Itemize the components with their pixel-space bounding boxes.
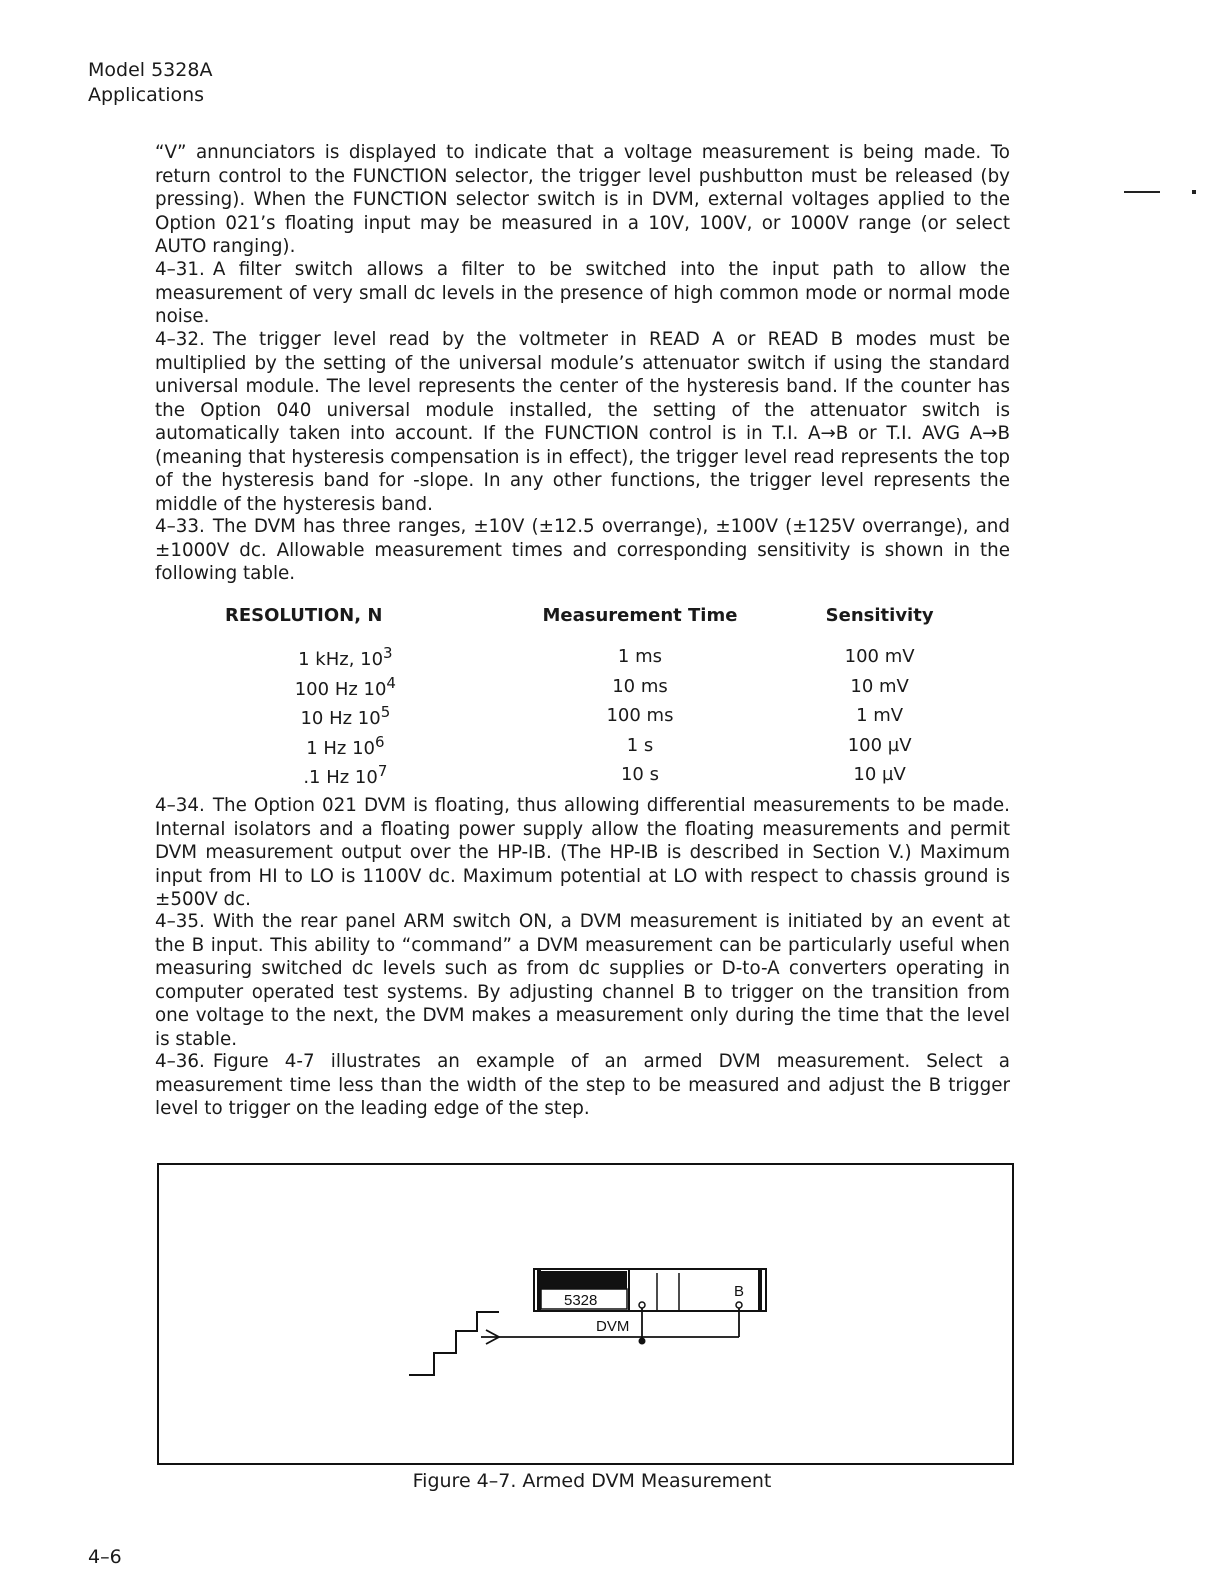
time-cell: 100 ms: [606, 705, 674, 726]
dvm-label: DVM: [596, 1318, 630, 1335]
time-cell: 10 ms: [612, 675, 668, 697]
column-header-time: Measurement Time: [542, 605, 738, 626]
junction-dot: [639, 1338, 646, 1345]
sensitivity-cell: 1 mV: [856, 705, 904, 726]
resolution-cell: .1 Hz $10^7$: [303, 762, 388, 788]
sensitivity-cell: 100 mV: [844, 646, 915, 667]
table-row: [205, 701, 965, 731]
table-row: [205, 760, 965, 790]
section-title: Applications: [88, 84, 205, 106]
table-header-row: [205, 604, 965, 642]
resolution-cell: 10 Hz $10^5$: [300, 703, 391, 729]
table-row: [205, 642, 965, 672]
paragraph-4-36: 4–36. Figure 4-7 illustrates an example of an armed DVM measurement. Select a measurement time less than the width of the step to be measured and adjust the B trigger level to trigger on the leading edge of the step.: [155, 1051, 1010, 1119]
sensitivity-cell: 100 µV: [847, 734, 912, 756]
step-signal: [409, 1312, 499, 1375]
figure-caption: Figure 4–7. Armed DVM Measurement: [412, 1470, 772, 1492]
paragraph-4-32: 4–32. The trigger level read by the voltmeter in READ A or READ B modes must be multiplied by the setting of the universal module’s attenuator switch if using the standard universal module. The level represents the center of the hysteresis band. If the counter has the Option 040 universal module installed, the setting of the attenuator switch is automatically taken into account. If the FUNCTION control is in T.I. A→B or T.I. AVG A→B (meaning that hysteresis compensation is in effect), the trigger level read represents the top of the hysteresis band for -slope. In any other functions, the trigger level represents the middle of the hysteresis band.: [155, 329, 1010, 515]
figure-frame: [157, 1163, 1014, 1465]
paragraph-4-34: 4–34. The Option 021 DVM is floating, thus allowing differential measurements to be made. Internal isolators and a floating power supply allow the floating measurements and permit DVM measurement output over the HP-IB. (The HP-IB is described in Section V.) Maximum input from HI to LO is 1100V dc. Maximum potential at LO with respect to chassis ground is ±500V dc.: [155, 795, 1010, 910]
time-cell: 1 ms: [617, 646, 663, 667]
resolution-cell: 1 Hz $10^6$: [306, 732, 385, 759]
margin-change-bar: [1124, 191, 1160, 193]
paragraph-continued: “V” annunciators is displayed to indicate that a voltage measurement is being made. To return control to the FUNCTION selector, the trigger level pushbutton must be released (by pressing). When the FUNCTION selector switch is in DVM, external voltages applied to the Option 021’s floating input may be measured in a 10V, 100V, or 1000V range (or select AUTO ranging).: [155, 142, 1010, 257]
armed-dvm-diagram: [159, 1165, 1012, 1463]
resolution-table: [205, 604, 965, 790]
sensitivity-cell: 10 mV: [850, 675, 909, 697]
page-header: [88, 58, 212, 108]
column-header-resolution: RESOLUTION, N: [225, 605, 383, 626]
resolution-cell: 1 kHz, $10^3$: [298, 644, 393, 670]
paragraph-4-33: 4–33. The DVM has three ranges, ±10V (±12.5 overrange), ±100V (±125V overrange), and ±1000V dc. Allowable measurement times and corresponding sensitivity is shown in the following table.: [155, 516, 1010, 584]
time-cell: 1 s: [626, 734, 654, 756]
table-row: [205, 731, 965, 761]
b-input-connector-icon: [736, 1302, 742, 1308]
dvm-input-connector-icon: [639, 1302, 645, 1308]
table-row: [205, 672, 965, 702]
counter-display-bar: [541, 1271, 627, 1289]
time-cell: 10 s: [620, 764, 659, 785]
resolution-cell: 100 Hz $10^4$: [294, 673, 396, 700]
margin-mark: [1192, 190, 1196, 194]
column-header-sensitivity: Sensitivity: [825, 605, 934, 626]
model-title: Model 5328A: [88, 59, 213, 81]
page-number: 4–6: [88, 1546, 122, 1568]
sensitivity-cell: 10 µV: [853, 764, 906, 785]
paragraph-4-35: 4–35. With the rear panel ARM switch ON, a DVM measurement is initiated by an event at the B input. This ability to “command” a DVM measurement can be particularly useful when measuring switched dc levels such as from dc supplies or D-to-A converters operating in computer operated test systems. By adjusting channel B to trigger on the transition from one voltage to the next, the DVM makes a measurement only during the time that the level is stable.: [155, 911, 1010, 1050]
counter-model-label: 5328: [564, 1292, 598, 1309]
channel-b-label: B: [734, 1283, 745, 1300]
paragraph-4-31: 4–31. A filter switch allows a filter to be switched into the input path to allow the measurement of very small dc levels in the presence of high common mode or normal mode noise.: [155, 259, 1010, 327]
